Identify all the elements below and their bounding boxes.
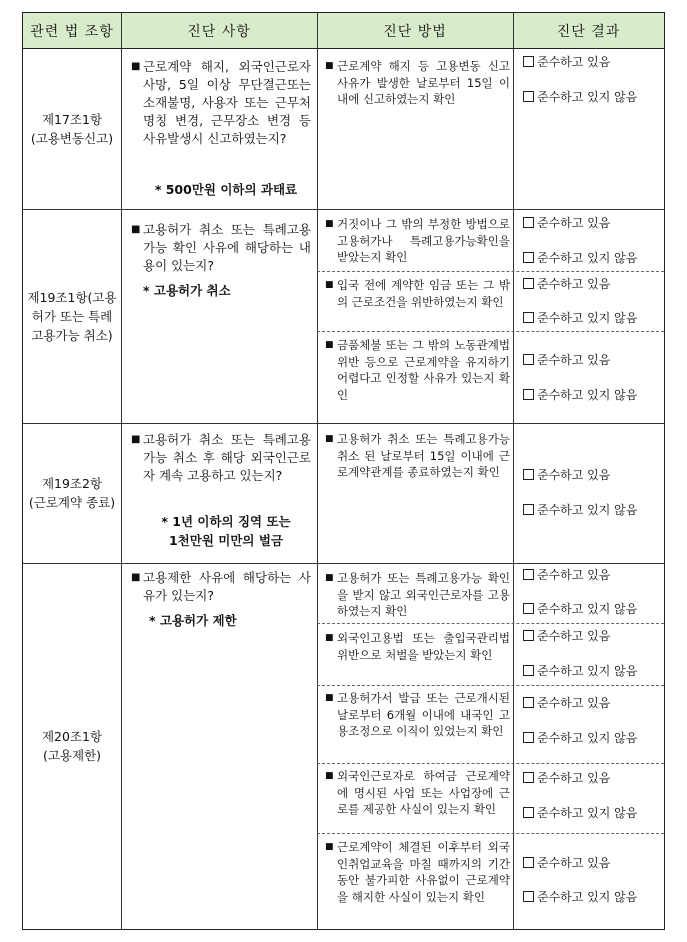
- checkbox-icon[interactable]: [523, 504, 534, 515]
- bullet-icon: ■: [325, 842, 334, 852]
- checkbox-icon[interactable]: [523, 772, 534, 783]
- penalty-note: * 1년 이하의 징역 또는 1천만원 미만의 벌금: [161, 514, 291, 548]
- diagnosis-method: ■ 입국 전에 계약한 임금 또는 그 밖의 근로조건을 위반하였는지 확인: [325, 278, 510, 309]
- diagnosis-method: ■ 금품체불 또는 그 밖의 노동관계법 위반 등으로 근로계약을 유지하기 어렵다고 인정할 사유가 있는지 확인: [325, 338, 510, 402]
- bullet-icon: ■: [325, 340, 334, 350]
- checkbox-icon[interactable]: [523, 630, 534, 641]
- checkbox-icon[interactable]: [523, 697, 534, 708]
- diagnosis-method: ■ 고용허가 취소 또는 특례고용가능 취소 된 날로부터 15일 이내에 근로계약관계를 종료하였는지 확인: [325, 432, 510, 479]
- penalty-note: * 500만원 이하의 과태료: [154, 182, 298, 197]
- header-law: 관련 법 조항: [30, 23, 114, 40]
- bullet-icon: ■: [325, 61, 334, 71]
- bullet-icon: ■: [325, 771, 334, 781]
- diagnosis-item: ■ 고용제한 사유에 해당하는 사유가 있는지?: [131, 570, 311, 603]
- checkbox-icon[interactable]: [523, 807, 534, 818]
- header-method: 진단 방법: [383, 23, 447, 40]
- result-noncompliant[interactable]: 준수하고 있지 않음: [523, 806, 637, 821]
- diagnosis-method: ■ 거짓이나 그 밖의 부정한 방법으로 고용허가나 특례고용가능확인을 받았는지 확인: [325, 217, 510, 264]
- result-compliant[interactable]: 준수하고 있음: [523, 55, 610, 70]
- header-result: 진단 결과: [556, 23, 621, 40]
- checkbox-icon[interactable]: [523, 569, 534, 580]
- diagnosis-method: ■ 고용허가 또는 특례고용가능 확인을 받지 않고 외국인근로자를 고용하였는지 확인: [325, 571, 510, 618]
- checkbox-icon[interactable]: [523, 469, 534, 480]
- checkbox-icon[interactable]: [523, 389, 534, 400]
- result-noncompliant[interactable]: 준수하고 있지 않음: [523, 388, 637, 403]
- diagnosis-method: ■ 외국인고용법 또는 출입국관리법 위반으로 처벌을 받았는지 확인: [325, 631, 510, 662]
- checkbox-icon[interactable]: [523, 312, 534, 323]
- result-compliant[interactable]: 준수하고 있음: [523, 216, 610, 231]
- checkbox-icon[interactable]: [523, 252, 534, 263]
- bullet-icon: ■: [325, 633, 334, 643]
- result-noncompliant[interactable]: 준수하고 있지 않음: [523, 251, 637, 266]
- law-article-19-1: 제19조1항(고용허가 또는 특례고용가능 취소): [27, 289, 117, 343]
- result-noncompliant[interactable]: 준수하고 있지 않음: [523, 890, 637, 905]
- diagnosis-method: ■ 고용허가서 발급 또는 근로개시된 날로부터 6개월 이내에 내국인 고용조정으로 이직이 있었는지 확인: [325, 691, 510, 738]
- diagnosis-item: ■ 고용허가 취소 또는 특례고용가능 취소 후 해당 외국인근로자 계속 고용하고 있는지?: [131, 432, 311, 483]
- table-header: [23, 13, 664, 49]
- bullet-icon: ■: [131, 572, 141, 583]
- result-compliant[interactable]: 준수하고 있음: [523, 771, 610, 786]
- result-compliant[interactable]: 준수하고 있음: [523, 629, 610, 644]
- result-compliant[interactable]: 준수하고 있음: [523, 353, 610, 368]
- checkbox-icon[interactable]: [523, 603, 534, 614]
- law-article-17-1: 제17조1항 (고용변동신고): [30, 112, 114, 146]
- result-compliant[interactable]: 준수하고 있음: [523, 468, 610, 483]
- bullet-icon: ■: [131, 224, 141, 235]
- bullet-icon: ■: [325, 219, 334, 229]
- diagnosis-method: ■ 외국인근로자로 하여금 근로계약에 명시된 사업 또는 사업장에 근로를 제공한 사실이 있는지 확인: [325, 769, 510, 816]
- result-noncompliant[interactable]: 준수하고 있지 않음: [523, 311, 637, 326]
- result-noncompliant[interactable]: 준수하고 있지 않음: [523, 602, 637, 617]
- checkbox-icon[interactable]: [523, 891, 534, 902]
- bullet-icon: ■: [325, 573, 334, 583]
- penalty-note: * 고용허가 취소: [143, 283, 231, 298]
- law-article-19-2: 제19조2항 (근로계약 종료): [28, 476, 116, 510]
- result-noncompliant[interactable]: 준수하고 있지 않음: [523, 503, 637, 518]
- bullet-icon: ■: [325, 280, 334, 290]
- bullet-icon: ■: [131, 61, 141, 72]
- checkbox-icon[interactable]: [523, 732, 534, 743]
- bullet-icon: ■: [325, 434, 334, 444]
- diagnosis-method: ■ 근로계약 해지 등 고용변동 신고 사유가 발생한 날로부터 15일 이내에 신고하였는지 확인: [325, 59, 510, 106]
- result-compliant[interactable]: 준수하고 있음: [523, 277, 610, 292]
- checkbox-icon[interactable]: [523, 217, 534, 228]
- result-noncompliant[interactable]: 준수하고 있지 않음: [523, 664, 637, 679]
- bullet-icon: ■: [325, 693, 334, 703]
- law-article-20-1: 제20조1항 (고용제한): [41, 729, 103, 763]
- checkbox-icon[interactable]: [523, 278, 534, 289]
- diagnosis-table: [22, 12, 665, 930]
- result-compliant[interactable]: 준수하고 있음: [523, 568, 610, 583]
- checkbox-icon[interactable]: [523, 354, 534, 365]
- checkbox-icon[interactable]: [523, 857, 534, 868]
- bullet-icon: ■: [131, 434, 141, 445]
- diagnosis-item: ■ 고용허가 취소 또는 특례고용가능 확인 사유에 해당하는 내용이 있는지?: [131, 222, 311, 273]
- header-item: 진단 사항: [187, 23, 251, 40]
- result-compliant[interactable]: 준수하고 있음: [523, 856, 610, 871]
- checkbox-icon[interactable]: [523, 56, 534, 67]
- checkbox-icon[interactable]: [523, 665, 534, 676]
- checkbox-icon[interactable]: [523, 91, 534, 102]
- result-noncompliant[interactable]: 준수하고 있지 않음: [523, 731, 637, 746]
- diagnosis-item: ■ 근로계약 해지, 외국인근로자 사망, 5일 이상 무단결근또는 소재불명, 사용자 또는 근무처 명칭 변경, 근무장소 변경 등 사유발생시 신고하였는지?: [131, 59, 311, 146]
- penalty-note: * 고용허가 제한: [149, 613, 237, 628]
- result-compliant[interactable]: 준수하고 있음: [523, 696, 610, 711]
- diagnosis-method: ■ 근로계약이 체결된 이후부터 외국인취업교육을 마칠 때까지의 기간동안 불가피한 사유없이 근로계약을 해지한 사실이 있는지 확인: [325, 840, 510, 904]
- result-noncompliant[interactable]: 준수하고 있지 않음: [523, 90, 637, 105]
